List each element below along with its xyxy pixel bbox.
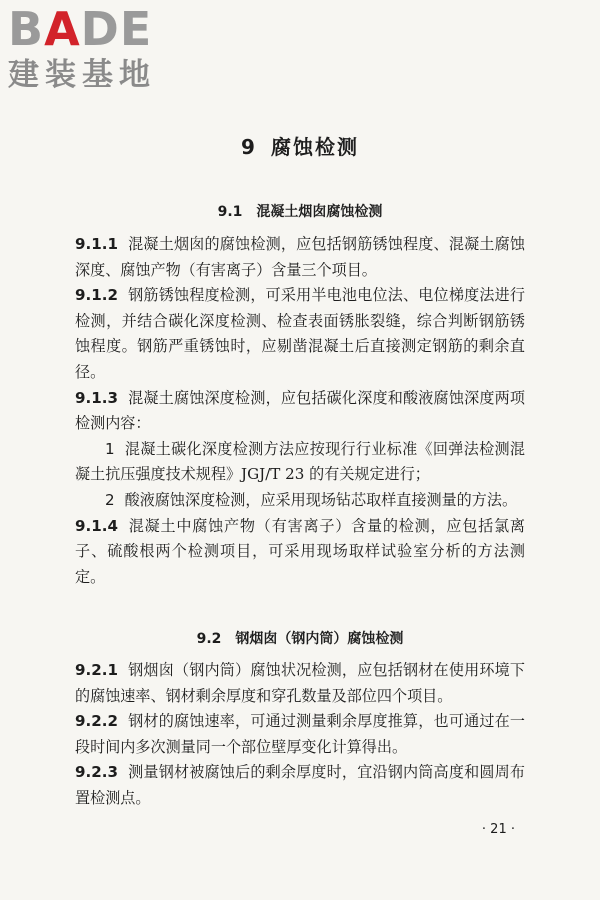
section-number: 9.1 — [217, 204, 243, 220]
list-item — [75, 437, 525, 488]
clause-text: 钢烟囱（钢内筒）腐蚀状况检测，应包括钢材在使用环境下的腐蚀速率、钢材剩余厚度和穿孔数量及部位四个项目。 — [75, 661, 525, 705]
section-body — [75, 658, 525, 812]
clause-text: 混凝土中腐蚀产物（有害离子）含量的检测，应包括氯离子、硫酸根两个检测项目，可采用现场取样试验室分析的方法测定。 — [75, 516, 525, 586]
bade-watermark-logo — [8, 4, 178, 94]
clause — [75, 760, 525, 811]
item-number: 1 — [105, 439, 115, 458]
section-body — [75, 232, 525, 590]
item-text: 酸液腐蚀深度检测，应采用现场钻芯取样直接测量的方法。 — [124, 490, 518, 509]
clause-number: 9.2.3 — [75, 763, 118, 782]
watermark-subtitle: 建装基地 — [8, 57, 156, 93]
section-title-text: 钢烟囱（钢内筒）腐蚀检测 — [235, 631, 404, 647]
clause — [75, 386, 525, 437]
clause — [75, 283, 525, 385]
clause — [75, 658, 525, 709]
clause-text: 钢筋锈蚀程度检测，可采用半电池电位法、电位梯度法进行检测，并结合碳化深度检测、检查表面锈胀裂缝，综合判断钢筋锈蚀程度。钢筋严重锈蚀时，应剔凿混凝土后直接测定钢筋的剩余直径。 — [75, 286, 525, 381]
item-text: 混凝土碳化深度检测方法应按现行行业标准《回弹法检测混凝土抗压强度技术规程》JGJ/T 23 的有关规定进行； — [75, 439, 525, 484]
page-number: · 21 · — [481, 822, 515, 837]
item-number: 2 — [105, 490, 115, 509]
clause — [75, 709, 525, 760]
clause-text: 混凝土烟囱的腐蚀检测，应包括钢筋锈蚀程度、混凝土腐蚀深度、腐蚀产物（有害离子）含量三个项目。 — [75, 235, 525, 279]
list-item — [75, 488, 525, 514]
section-heading — [0, 628, 600, 648]
chapter-title — [0, 131, 600, 160]
section-title-text: 混凝土烟囱腐蚀检测 — [256, 204, 383, 220]
clause-number: 9.2.2 — [75, 712, 118, 731]
clause-text: 混凝土腐蚀深度检测，应包括碳化深度和酸液腐蚀深度两项检测内容： — [75, 388, 525, 433]
watermark-brand: BADE — [8, 2, 153, 56]
chapter-number: 9 — [241, 135, 257, 159]
clause-number: 9.1.3 — [75, 388, 118, 407]
clause-text: 钢材的腐蚀速率，可通过测量剩余厚度推算，也可通过在一段时间内多次测量同一个部位壁厚变化计算得出。 — [75, 712, 525, 756]
clause — [75, 232, 525, 283]
chapter-title-text: 腐蚀检测 — [270, 135, 359, 159]
clause-number: 9.1.2 — [75, 286, 118, 305]
clause-number: 9.1.1 — [75, 235, 118, 253]
section-heading — [0, 201, 600, 221]
clause-text: 测量钢材被腐蚀后的剩余厚度时，宜沿钢内筒高度和圆周布置检测点。 — [75, 763, 525, 807]
clause — [75, 514, 525, 591]
clause-number: 9.2.1 — [75, 661, 118, 679]
clause-number: 9.1.4 — [75, 516, 118, 535]
section-number: 9.2 — [196, 631, 222, 647]
